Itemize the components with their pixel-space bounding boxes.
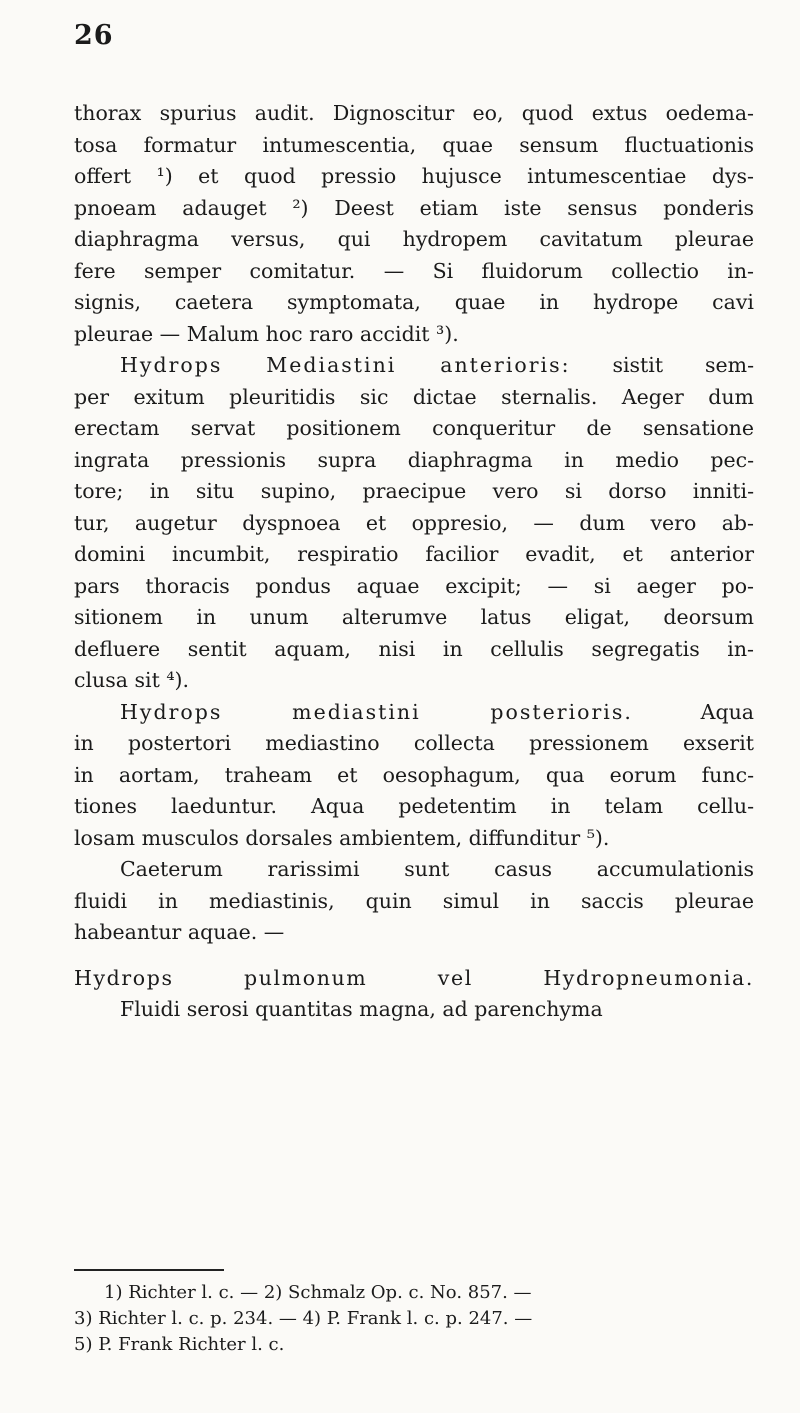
section-start-anterior	[74, 350, 754, 382]
text-line: losam musculos dorsales ambientem, diffunditur ⁵).	[74, 825, 610, 850]
text-line: signis, caetera symptomata, quae in hydrope cavi	[74, 290, 754, 314]
text-line: sitionem in unum alterumve latus eligat, deorsum	[74, 605, 754, 629]
text-line: diaphragma versus, qui hydropem cavitatum pleurae	[74, 227, 754, 251]
section-heading-posterior: Hydrops mediastini posterioris.	[120, 699, 633, 724]
text-line: thorax spurius audit. Dignoscitur eo, quod extus oedema-	[74, 101, 754, 125]
text-line: fere semper comitatur. — Si fluidorum collectio in-	[74, 258, 754, 283]
text-line: in aortam, traheam et oesophagum, qua eorum func-	[74, 762, 754, 787]
text-line: Aqua	[632, 699, 755, 724]
text-line: sistit sem-	[570, 353, 754, 377]
text-line: tur, augetur dyspnoea et oppresio, — dum vero ab-	[74, 510, 754, 535]
text-line: clusa sit ⁴).	[74, 668, 190, 692]
footnote-rule	[74, 1269, 224, 1271]
body-text	[74, 98, 754, 1026]
section-start-posterior	[74, 697, 754, 729]
footnote-line: 1) Richter l. c. — 2) Schmalz Op. c. No. 857. —	[104, 1282, 532, 1303]
section-heading-pulmonum: Hydrops pulmonum vel Hydropneumonia.	[74, 965, 754, 990]
text-line: in postertori mediastino collecta pressionem exserit	[74, 731, 754, 755]
text-line: habeantur aquae. —	[74, 920, 285, 944]
footnotes	[74, 1280, 754, 1358]
text-line: defluere sentit aquam, nisi in cellulis segregatis in-	[74, 636, 754, 661]
text-line: fluidi in mediastinis, quin simul in saccis pleurae	[74, 888, 754, 913]
spacer	[74, 949, 754, 963]
text-line: tore; in situ supino, praecipue vero si dorso inniti-	[74, 479, 754, 503]
text-line: pnoeam adauget ²) Deest etiam iste sensus ponderis	[74, 195, 754, 220]
text-line: tiones laeduntur. Aqua pedetentim in telam cellu-	[74, 794, 754, 818]
text-line: pars thoracis pondus aquae excipit; — si aeger po-	[74, 573, 754, 598]
footnote-line: 5) P. Frank Richter l. c.	[74, 1334, 285, 1355]
text-line: erectam servat positionem conqueritur de sensatione	[74, 416, 754, 440]
text-line: Fluidi serosi quantitas magna, ad parenchyma	[120, 997, 603, 1021]
text-line: Caeterum rarissimi sunt casus accumulationis	[120, 857, 754, 881]
page-number: 26	[74, 20, 114, 51]
text-line: tosa formatur intumescentia, quae sensum fluctuationis	[74, 132, 754, 157]
text-line: domini incumbit, respiratio facilior evadit, et anterior	[74, 542, 754, 566]
text-line: per exitum pleuritidis sic dictae sternalis. Aeger dum	[74, 384, 754, 409]
section-heading-anterior: Hydrops Mediastini anterioris:	[120, 353, 571, 377]
text-line: pleurae — Malum hoc raro accidit ³).	[74, 321, 459, 346]
footnote-line: 3) Richter l. c. p. 234. — 4) P. Frank l. c. p. 247. —	[74, 1308, 533, 1329]
text-line: ingrata pressionis supra diaphragma in medio pec-	[74, 447, 754, 472]
text-line: offert ¹) et quod pressio hujusce intumescentiae dys-	[74, 164, 754, 188]
